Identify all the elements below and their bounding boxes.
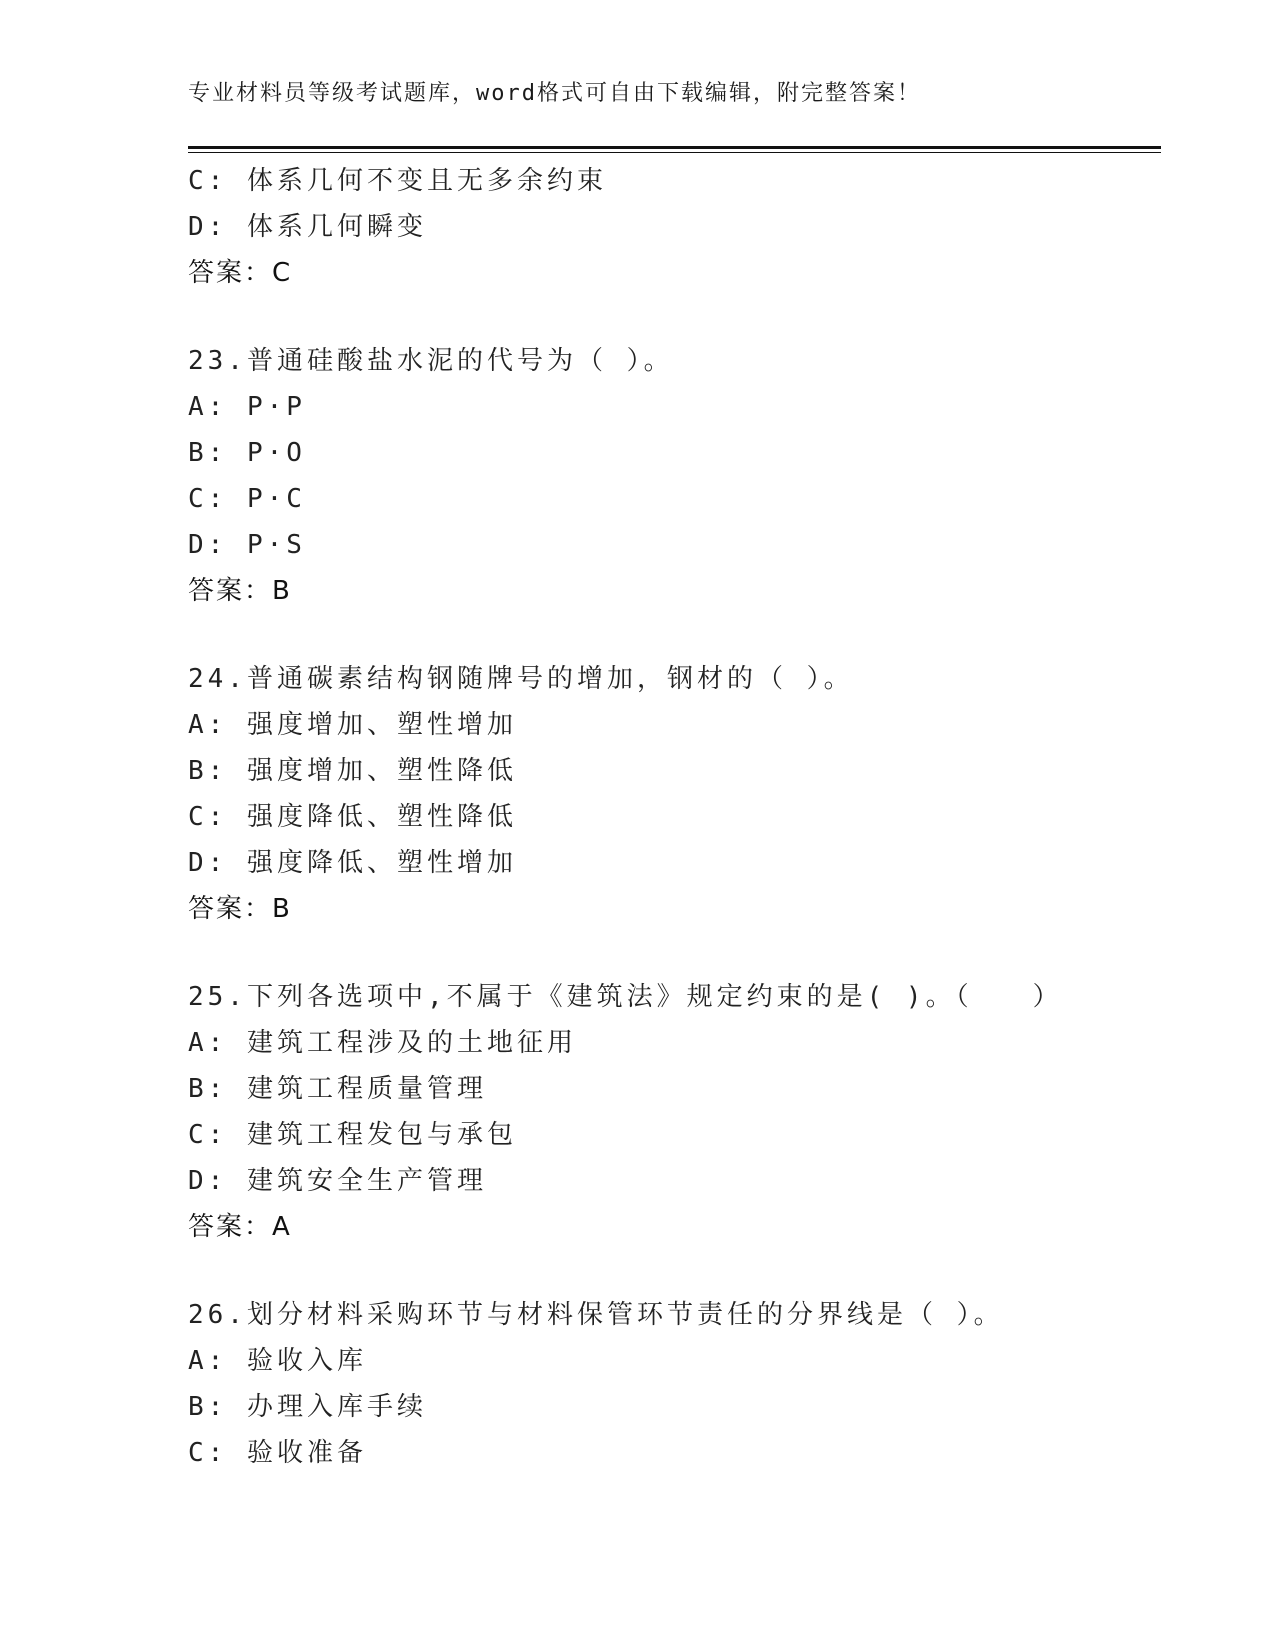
spacer xyxy=(188,614,1161,656)
header-rule-thick xyxy=(188,146,1161,149)
option-line: B: 强度增加、塑性降低 xyxy=(188,756,517,786)
option-line: B: 办理入库手续 xyxy=(188,1392,427,1422)
answer-line: 答案：A xyxy=(188,1212,292,1242)
spacer xyxy=(188,932,1161,974)
question-stem: 26.划分材料采购环节与材料保管环节责任的分界线是（ ）。 xyxy=(188,1300,1004,1330)
option-line: A: 强度增加、塑性增加 xyxy=(188,710,517,740)
page-header: 专业材料员等级考试题库，word格式可自由下载编辑，附完整答案！ xyxy=(188,81,921,106)
answer-line: 答案：B xyxy=(188,894,292,924)
option-line: B: P·O xyxy=(188,438,306,468)
spacer xyxy=(188,296,1161,338)
question-stem: 24.普通碳素结构钢随牌号的增加，钢材的（ ）。 xyxy=(188,664,854,694)
spacer xyxy=(188,1250,1161,1292)
option-line: C: 强度降低、塑性降低 xyxy=(188,802,517,832)
answer-line: 答案：C xyxy=(188,258,293,288)
option-line: C: P·C xyxy=(188,484,306,514)
option-line: B: 建筑工程质量管理 xyxy=(188,1074,487,1104)
header-rule-thin xyxy=(188,152,1161,153)
question-stem: 23.普通硅酸盐水泥的代号为（ ）。 xyxy=(188,346,674,376)
option-line: C: 建筑工程发包与承包 xyxy=(188,1120,517,1150)
option-line: A: P·P xyxy=(188,392,306,422)
question-stem: 25.下列各选项中,不属于《建筑法》规定约束的是( )。（ ） xyxy=(188,982,1063,1012)
option-line: A: 建筑工程涉及的土地征用 xyxy=(188,1028,577,1058)
answer-line: 答案：B xyxy=(188,576,292,606)
option-line: D: 强度降低、塑性增加 xyxy=(188,848,517,878)
option-line: C: 验收准备 xyxy=(188,1438,367,1468)
option-line: D: P·S xyxy=(188,530,306,560)
option-line: D: 体系几何瞬变 xyxy=(188,212,427,242)
document-body xyxy=(188,158,1161,1476)
option-line: A: 验收入库 xyxy=(188,1346,367,1376)
option-line: D: 建筑安全生产管理 xyxy=(188,1166,487,1196)
option-line: C: 体系几何不变且无多余约束 xyxy=(188,166,607,196)
